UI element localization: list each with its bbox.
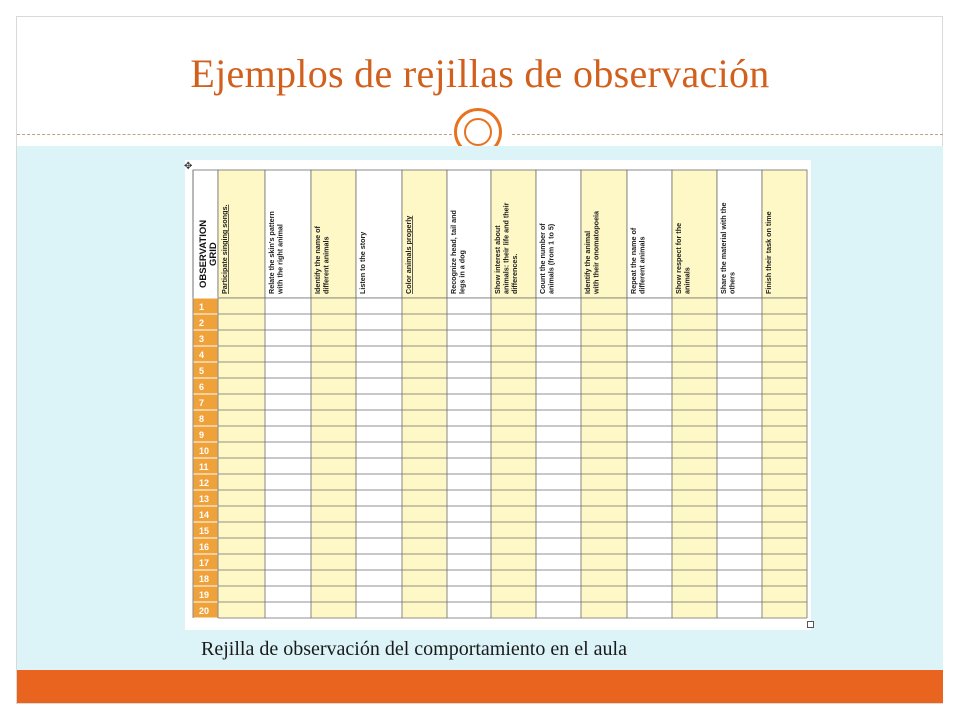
grid-column-label: [220, 205, 229, 294]
grid-column-label: [764, 211, 773, 294]
grid-row-number-cell: [193, 394, 218, 410]
grid-column-label-line: different animals: [321, 236, 331, 294]
grid-row-number-cell: [193, 410, 218, 426]
grid-row-number: 4: [199, 350, 205, 360]
grid-column-label-line: Identify the name of: [313, 226, 322, 294]
grid-row-number: 16: [199, 542, 210, 552]
observation-grid-table: [185, 160, 811, 630]
grid-title-line: GRID: [208, 242, 219, 266]
grid-row-number-cell: [193, 330, 218, 346]
grid-column-label: [538, 223, 556, 294]
grid-column-label-line: Share the material with the: [719, 202, 728, 294]
title-divider-right: [512, 134, 943, 135]
grid-row-number: 1: [199, 302, 205, 312]
grid-column-label-line: Color animals properly: [404, 215, 413, 294]
grid-column-label-line: Listen to the story: [358, 231, 367, 294]
grid-title-line: OBSERVATION: [198, 219, 209, 288]
grid-column-label-line: Relate the skin's pattern: [267, 211, 276, 294]
bottom-accent-bar: [17, 670, 943, 703]
grid-row-number-cell: [193, 346, 218, 362]
grid-column-label-line: animals: [682, 267, 692, 294]
grid-column-label-line: Count the number of: [538, 223, 547, 294]
grid-row-number: 15: [199, 526, 210, 536]
grid-column-label-line: Show respect for the: [674, 222, 683, 294]
grid-row-number-cell: [193, 426, 218, 442]
grid-row-number: 9: [199, 430, 205, 440]
grid-column-label-line: with the right animal: [275, 224, 285, 294]
divider-circle-inner: [464, 118, 492, 146]
grid-column-label-line: legs in a dog: [457, 250, 467, 294]
grid-row-number-cell: [193, 362, 218, 378]
grid-row-number: 2: [199, 318, 205, 328]
grid-row-number: 7: [199, 398, 205, 408]
observation-grid-image: [185, 160, 811, 630]
grid-column-label-line: Repeat the name of: [629, 227, 638, 294]
grid-row-number: 17: [199, 558, 210, 568]
grid-row-number: 18: [199, 574, 210, 584]
slide-caption: Rejilla de observación del comportamiento en el aula: [201, 638, 627, 660]
grid-row-number: 11: [199, 462, 209, 472]
grid-row-number-cell: [193, 378, 218, 394]
slide-title: Ejemplos de rejillas de observación: [190, 51, 770, 96]
grid-column-label-line: with their onomatopoeia: [591, 210, 601, 294]
grid-column-label: [404, 216, 413, 294]
grid-column-label-line: Show interest about: [493, 225, 502, 294]
grid-column-label-line: animals: their life and their: [501, 202, 511, 294]
grid-column-label-line: Recognize head, tail and: [449, 210, 458, 294]
grid-column-label: [629, 227, 647, 294]
grid-row-number: 14: [199, 510, 210, 520]
grid-column-label-line: different animals: [637, 236, 647, 294]
grid-row-number: 8: [199, 414, 205, 424]
grid-column-label-line: animals (from 1 to 5): [546, 223, 556, 294]
grid-row-number: 13: [199, 494, 210, 504]
grid-row-number: 12: [199, 478, 210, 488]
title-divider-left: [17, 134, 457, 135]
grid-column-label-line: Participate singing songs.: [220, 204, 229, 294]
grid-row-number: 5: [199, 366, 205, 376]
grid-column-label: [358, 232, 367, 294]
grid-column-label-line: Finish their task on time: [764, 211, 773, 294]
grid-row-number: 3: [199, 334, 205, 344]
grid-column-label-line: differences.: [510, 253, 519, 294]
grid-row-number-cell: [193, 314, 218, 330]
table-resize-handle[interactable]: [807, 621, 814, 628]
grid-column-label-line: others: [727, 272, 737, 294]
grid-row-number: 6: [199, 382, 205, 392]
grid-column-label-line: Identify the animal: [583, 230, 592, 294]
grid-row-number: 19: [199, 590, 210, 600]
grid-row-number: 10: [199, 446, 210, 456]
table-move-handle-icon[interactable]: ✥: [184, 161, 193, 172]
grid-row-number-cell: [193, 298, 218, 314]
grid-row-number: 20: [199, 606, 210, 616]
